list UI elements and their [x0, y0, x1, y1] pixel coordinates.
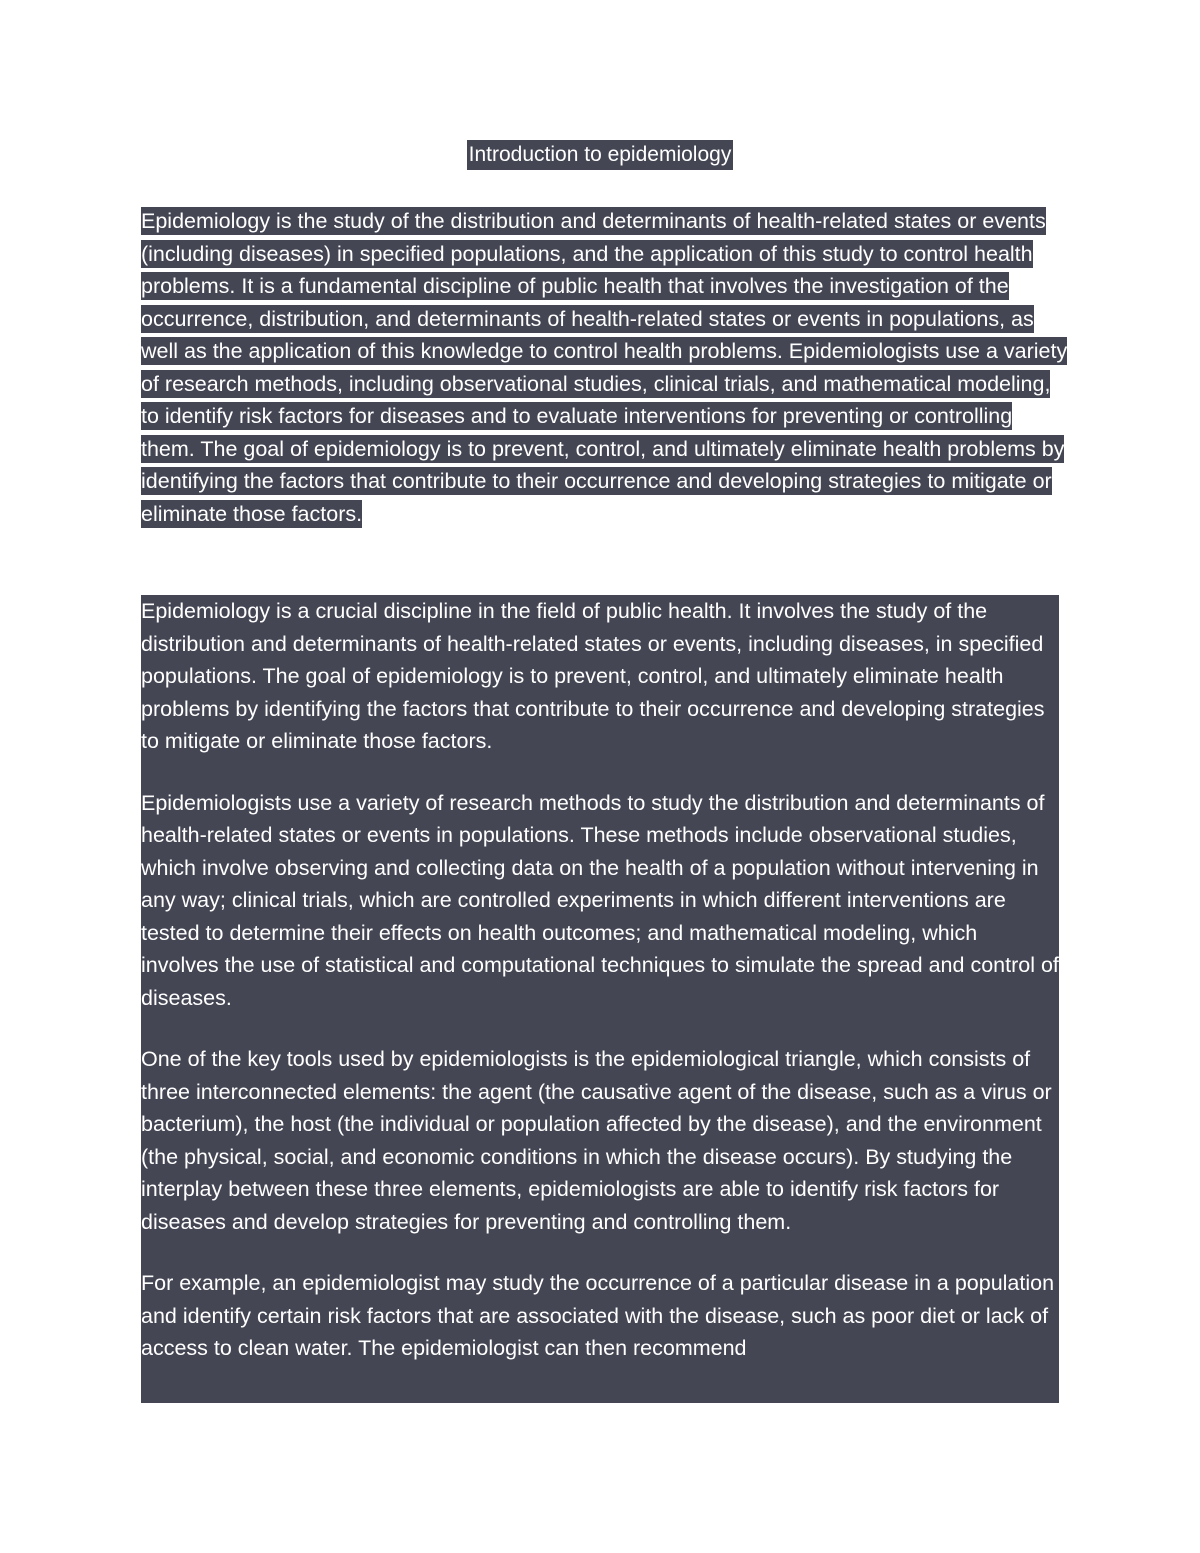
paragraph-1: Epidemiology is the study of the distribution and determinants of health-related states or events (including diseases) in specified populations, and the application of this study to control health problems. It is a fundamental discipline of public health that involves the investigation of the occurrence, distribution, and determinants of health-related states or events in populations, as well as the application of this knowledge to control health problems. Epidemiologists use a variety of research methods, including observational studies, clinical trials, and mathematical modeling, to identify risk factors for diseases and to evaluate interventions for preventing or controlling them. The goal of epidemiology is to prevent, control, and ultimately eliminate health problems by identifying the factors that contribute to their occurrence and developing strategies to mitigate or eliminate those factors.: [141, 209, 1068, 526]
paragraph-5: For example, an epidemiologist may study the occurrence of a particular disease in a population and identify certain risk factors that are associated with the disease, such as poor diet or lack of access to clean water. The epidemiologist can then recommend: [141, 1271, 1055, 1360]
selected-text-block: [141, 595, 1059, 1403]
document-title: Introduction to epidemiology: [467, 140, 734, 170]
paragraph-3: Epidemiologists use a variety of research methods to study the distribution and determinants of health-related states or events in populations. These methods include observational studies, which involve observing and collecting data on the health of a population without intervening in any way; clinical trials, which are controlled experiments in which different interventions are tested to determine their effects on health outcomes; and mathematical modeling, which involves the use of statistical and computational techniques to simulate the spread and control of diseases.: [141, 790, 1059, 1010]
intro-paragraph-block: [141, 205, 1071, 530]
paragraph-4: One of the key tools used by epidemiologists is the epidemiological triangle, which consists of three interconnected elements: the agent (the causative agent of the disease, such as a virus or bacterium), the host (the individual or population affected by the disease), and the environment (the physical, social, and economic conditions in which the disease occurs). By studying the interplay between these three elements, epidemiologists are able to identify risk factors for diseases and develop strategies for preventing and controlling them.: [141, 1047, 1052, 1234]
title-row: [0, 140, 1200, 170]
paragraph-2: Epidemiology is a crucial discipline in the field of public health. It involves the study of the distribution and determinants of health-related states or events, including diseases, in specified populations. The goal of epidemiology is to prevent, control, and ultimately eliminate health problems by identifying the factors that contribute to their occurrence and developing strategies to mitigate or eliminate those factors.: [141, 599, 1045, 753]
